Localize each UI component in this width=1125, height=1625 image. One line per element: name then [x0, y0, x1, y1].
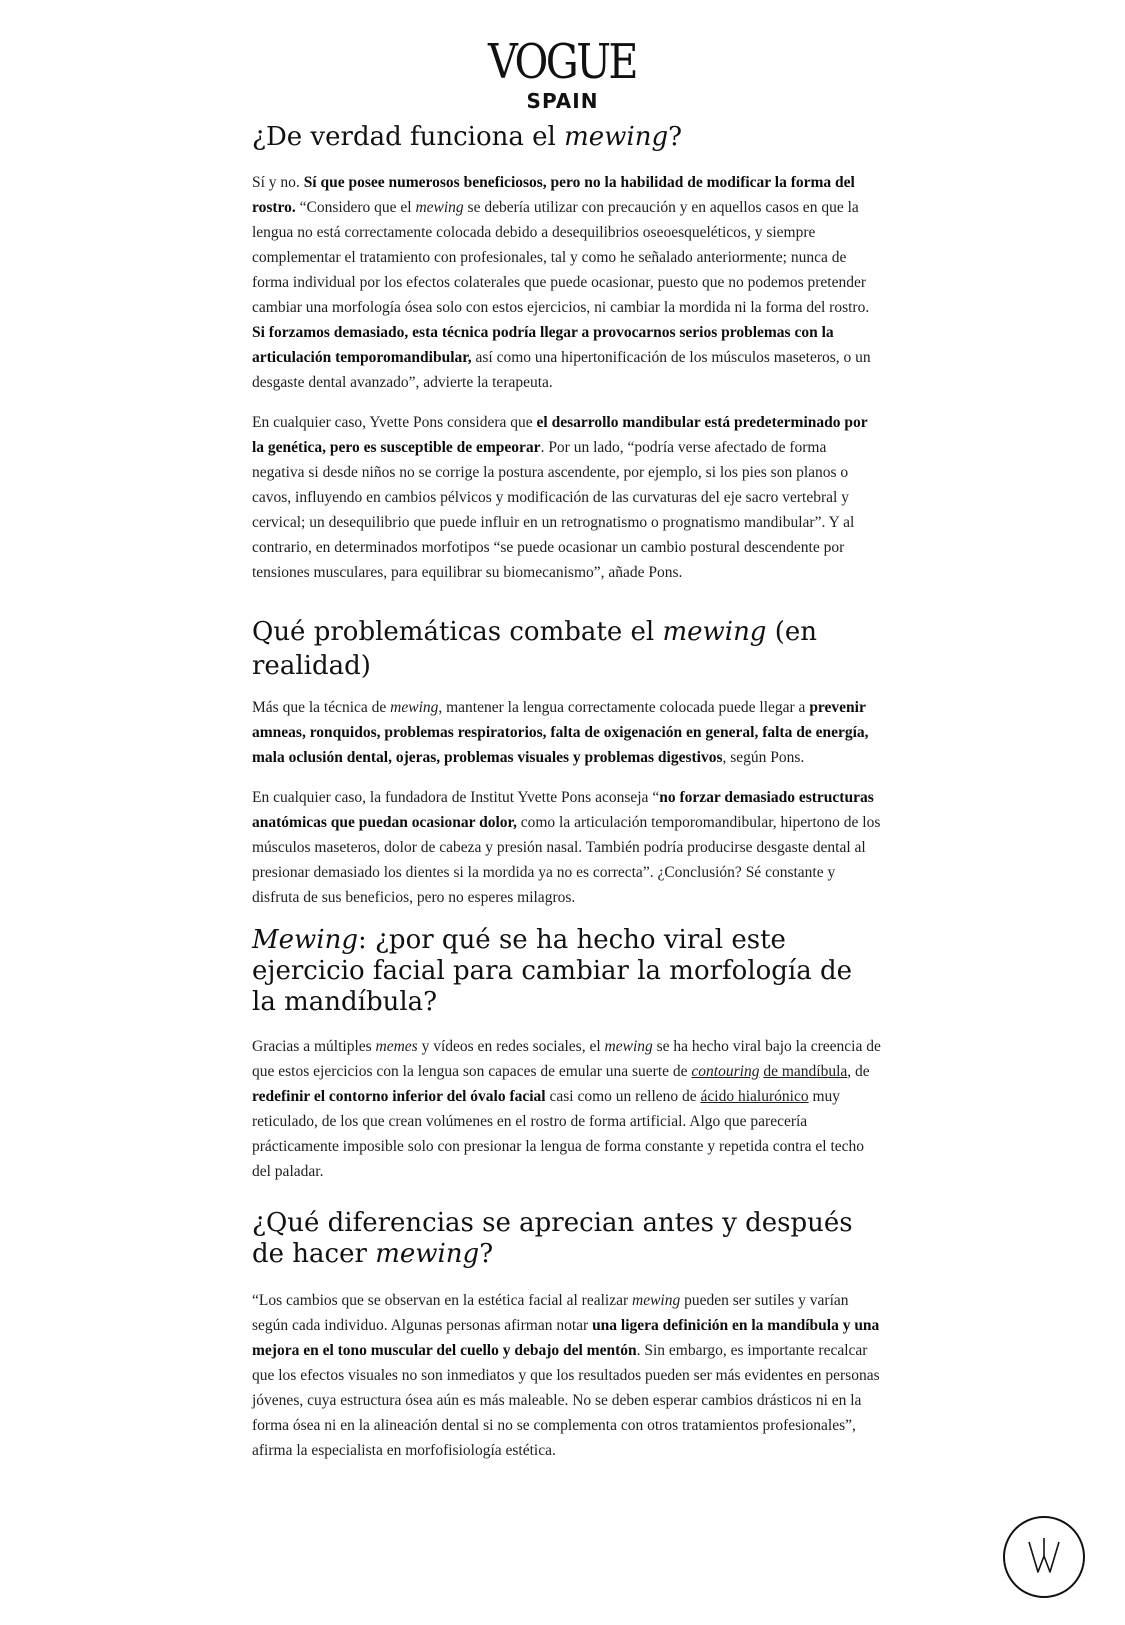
bold-text: Sí que posee numerosos beneficiosos, pero no la habilidad de modificar la forma del rostro. — [252, 174, 855, 216]
italic-text: memes — [375, 1038, 418, 1055]
w-monogram-icon[interactable] — [1003, 1516, 1085, 1598]
paragraph-4-1: “Los cambios que se observan en la estética facial al realizar mewing pueden ser sutiles y varían según cada individuo. Algunas personas afirman notar una ligera definición en la mandíbula y una mejora en el tono muscular del cuello y debajo del mentón. Sin embargo, es importante recalcar que los efectos visuales no son inmediatos y que los resultados pueden ser más evidentes en personas jóvenes, cuya estructura ósea aún es más maleable. No se deben esperar cambios drásticos ni en la forma ósea ni en la alineación dental si no se complementa con otros tratamientos profesionales”, afirma la especialista en morfofisiología estética. — [252, 1292, 880, 1459]
article-body — [252, 120, 882, 1478]
section-heading-3: Mewing: ¿por qué se ha hecho viral este ejercicio facial para cambiar la morfología de la mandíbula? — [252, 925, 853, 1017]
paragraph-1-1: Sí y no. Sí que posee numerosos beneficiosos, pero no la habilidad de modificar la forma del rostro. “Considero que el mewing se debería utilizar con precaución y en aquellos casos en que la lengua no está correctamente colocada debido a desequilibrios oseoesqueléticos, y siempre complementar el tratamiento con profesionales, tal y como he señalado anteriormente; nunca de forma individual por los efectos colaterales que puede ocasionar, puesto que no podemos pretender cambiar una morfología ósea solo con estos ejercicios, ni cambiar la mordida ni la forma del rostro. Si forzamos demasiado, esta técnica podría llegar a provocarnos serios problemas con la articulación temporomandibular, así como una hipertonificación de los músculos maseteros, o un desgaste dental avanzado”, advierte la terapeuta. — [252, 174, 871, 391]
masthead — [0, 34, 1125, 113]
paragraph-2-1: Más que la técnica de mewing, mantener la lengua correctamente colocada puede llegar a prevenir amneas, ronquidos, problemas respiratorios, falta de oxigenación en general, falta de energía, mala oclusión dental, ojeras, problemas visuales y problemas digestivos, según Pons. — [252, 699, 869, 766]
italic-text: mewing — [375, 1239, 480, 1269]
italic-text: mewing — [390, 699, 439, 716]
italic-text: mewing — [564, 122, 669, 152]
section-heading-2: Qué problemáticas combate el mewing (en realidad) — [252, 617, 817, 681]
section-heading-1: ¿De verdad funciona el mewing? — [252, 122, 683, 152]
section-heading-4: ¿Qué diferencias se aprecian antes y después de hacer mewing? — [252, 1208, 853, 1269]
inline-link[interactable]: de mandíbula — [763, 1063, 848, 1080]
italic-text: mewing — [632, 1292, 681, 1309]
bold-text: el desarrollo mandibular está predeterminado por la genética, pero es susceptible de empeorar — [252, 414, 868, 456]
bold-text: redefinir el contorno inferior del óvalo facial — [252, 1088, 546, 1105]
italic-text: mewing — [604, 1038, 653, 1055]
vogue-logo[interactable]: VOGUE — [488, 34, 637, 90]
paragraph-1-2: En cualquier caso, Yvette Pons considera que el desarrollo mandibular está predeterminado por la genética, pero es susceptible de empeorar. Por un lado, “podría verse afectado de forma negativa si desde niños no se corrige la postura ascendente, por ejemplo, si los pies son planos o cavos, influyendo en cambios pélvicos y modificación de las curvaturas del eje sacro vertebral y cervical; un desequilibrio que puede influir en un retrognatismo o prognatismo mandibular”. Y al contrario, en determinados morfotipos “se puede ocasionar un cambio postural descendente por tensiones musculares, para equilibrar su biomecanismo”, añade Pons. — [252, 414, 868, 581]
edition-label: SPAIN — [526, 89, 599, 113]
italic-text: Mewing — [252, 925, 358, 955]
paragraph-2-2: En cualquier caso, la fundadora de Institut Yvette Pons aconseja “no forzar demasiado estructuras anatómicas que puedan ocasionar dolor, como la articulación temporomandibular, hipertono de los músculos maseteros, dolor de cabeza y presión nasal. También podría producirse desgaste dental al presionar demasiado los dientes si la mordida ya no es correcta”. ¿Conclusión? Sé constante y disfruta de sus beneficios, pero no esperes milagros. — [252, 789, 881, 906]
italic-text: mewing — [662, 617, 767, 647]
paragraph-3-1: Gracias a múltiples memes y vídeos en redes sociales, el mewing se ha hecho viral bajo la creencia de que estos ejercicios con la lengua son capaces de emular una suerte de contouring de mandíbula, de redefinir el contorno inferior del óvalo facial casi como un relleno de ácido hialurónico muy reticulado, de los que crean volúmenes en el rostro de forma artificial. Algo que parecería prácticamente imposible solo con presionar la lengua de forma constante y repetida contra el techo del paladar. — [252, 1038, 881, 1180]
inline-link[interactable]: ácido hialurónico — [700, 1088, 809, 1105]
inline-link[interactable]: contouring — [691, 1063, 760, 1080]
italic-text: mewing — [415, 199, 464, 216]
bold-text: una ligera definición en la mandíbula y una mejora en el tono muscular del cuello y debajo del mentón — [252, 1317, 880, 1359]
w-monogram-glyph — [1005, 1518, 1083, 1596]
bold-text: prevenir amneas, ronquidos, problemas respiratorios, falta de oxigenación en general, falta de energía, mala oclusión dental, ojeras, problemas visuales y problemas digestivos — [252, 699, 869, 766]
bold-text: no forzar demasiado estructuras anatómicas que puedan ocasionar dolor, — [252, 789, 874, 831]
bold-text: Si forzamos demasiado, esta técnica podría llegar a provocarnos serios problemas con la articulación temporomandibular, — [252, 324, 834, 366]
